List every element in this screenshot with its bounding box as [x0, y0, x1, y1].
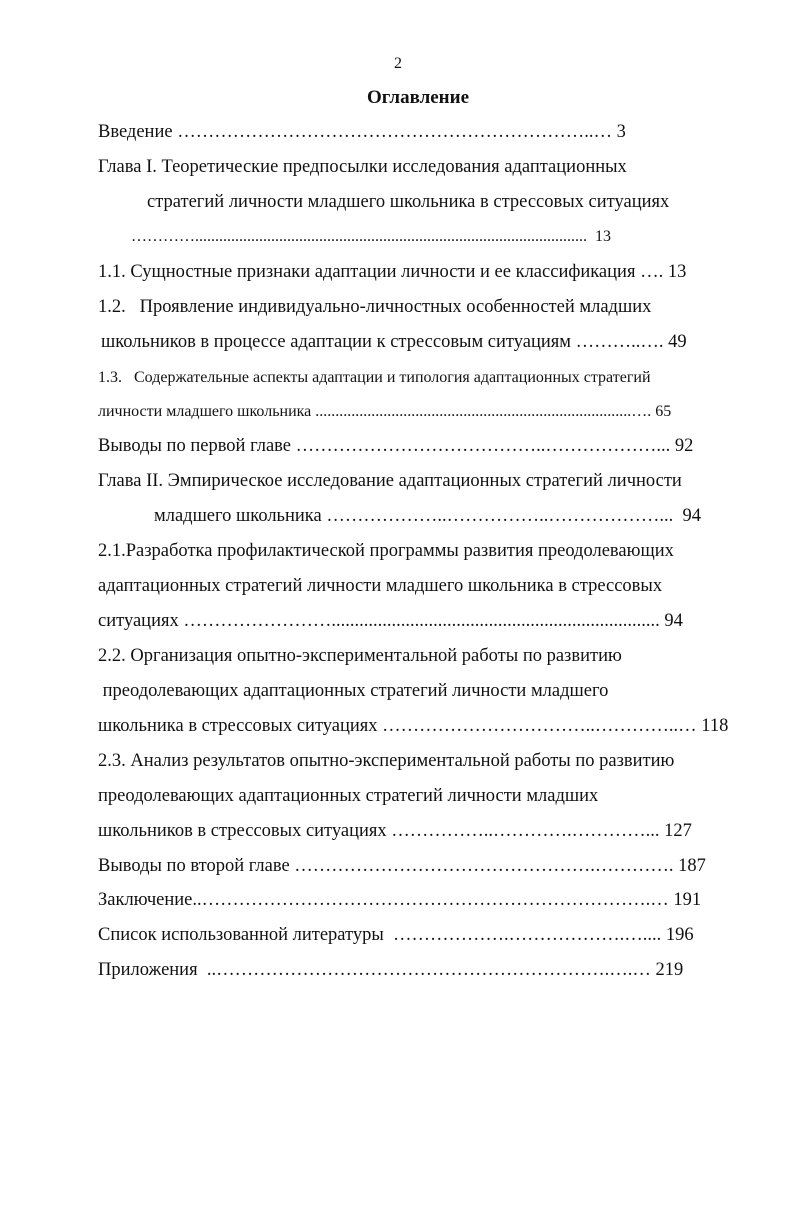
- toc-entry-2-2-page: школьника в стрессовых ситуациях ……………………………..…………..… 118: [98, 716, 729, 736]
- toc-entry-2-1-cont: адаптационных стратегий личности младшего школьника в стрессовых: [98, 576, 663, 596]
- toc-entry-appendices: Приложения ..……………………………………………………….….… 219: [98, 960, 684, 980]
- page-title: Оглавление: [366, 87, 470, 108]
- toc-entry-1-3-cont: личности младшего школьника ...............................................................................…. 65: [98, 403, 672, 420]
- toc-entry-conclusion: Заключение..……………………………………………………………….… 191: [98, 890, 702, 910]
- toc-entry-introduction: Введение …………………………………………………………..… 3: [98, 122, 626, 142]
- toc-entry-2-2: 2.2. Организация опытно-экспериментальной работы по развитию: [98, 646, 622, 666]
- toc-entry-chapter-1-cont: стратегий личности младшего школьника в стрессовых ситуациях: [147, 192, 670, 212]
- toc-entry-chapter-2: Глава II. Эмпирическое исследование адаптационных стратегий личности: [98, 471, 682, 491]
- toc-entry-1-2: 1.2. Проявление индивидуально-личностных особенностей младших: [98, 297, 652, 317]
- toc-entry-2-3: 2.3. Анализ результатов опытно-экспериментальной работы по развитию: [98, 751, 675, 771]
- toc-entry-1-1: 1.1. Сущностные признаки адаптации личности и ее классификация …. 13: [98, 262, 687, 282]
- toc-entry-2-2-cont: преодолевающих адаптационных стратегий личности младшего: [98, 681, 609, 701]
- toc-entry-chapter-1-page: ………….................................................................................................. 13: [131, 228, 611, 245]
- toc-entry-conclusions-2: Выводы по второй главе ………………………………………….…………. 187: [98, 856, 706, 876]
- toc-entry-2-3-page: школьников в стрессовых ситуациях ……………..………….…………... 127: [98, 821, 692, 841]
- toc-entry-conclusions-1: Выводы по первой главе …………………………………..………………... 92: [98, 436, 694, 456]
- toc-entry-1-3: 1.3. Содержательные аспекты адаптации и типология адаптационных стратегий: [98, 369, 651, 386]
- toc-entry-2-3-cont: преодолевающих адаптационных стратегий личности младших: [98, 786, 599, 806]
- toc-entry-bibliography: Список использованной литературы ……………….……………….….... 196: [98, 925, 694, 945]
- toc-entry-chapter-1: Глава I. Теоретические предпосылки исследования адаптационных: [98, 157, 627, 177]
- toc-entry-chapter-2-cont: младшего школьника ………………..……………..………………... 94: [154, 506, 701, 526]
- toc-entry-2-1: 2.1.Разработка профилактической программы развития преодолевающих: [98, 541, 674, 561]
- page-number: 2: [394, 55, 402, 72]
- toc-entry-2-1-page: ситуациях ……………………....................................................................... 94: [98, 611, 683, 631]
- toc-entry-1-2-cont: школьников в процессе адаптации к стрессовым ситуациям ………..…. 49: [101, 332, 687, 352]
